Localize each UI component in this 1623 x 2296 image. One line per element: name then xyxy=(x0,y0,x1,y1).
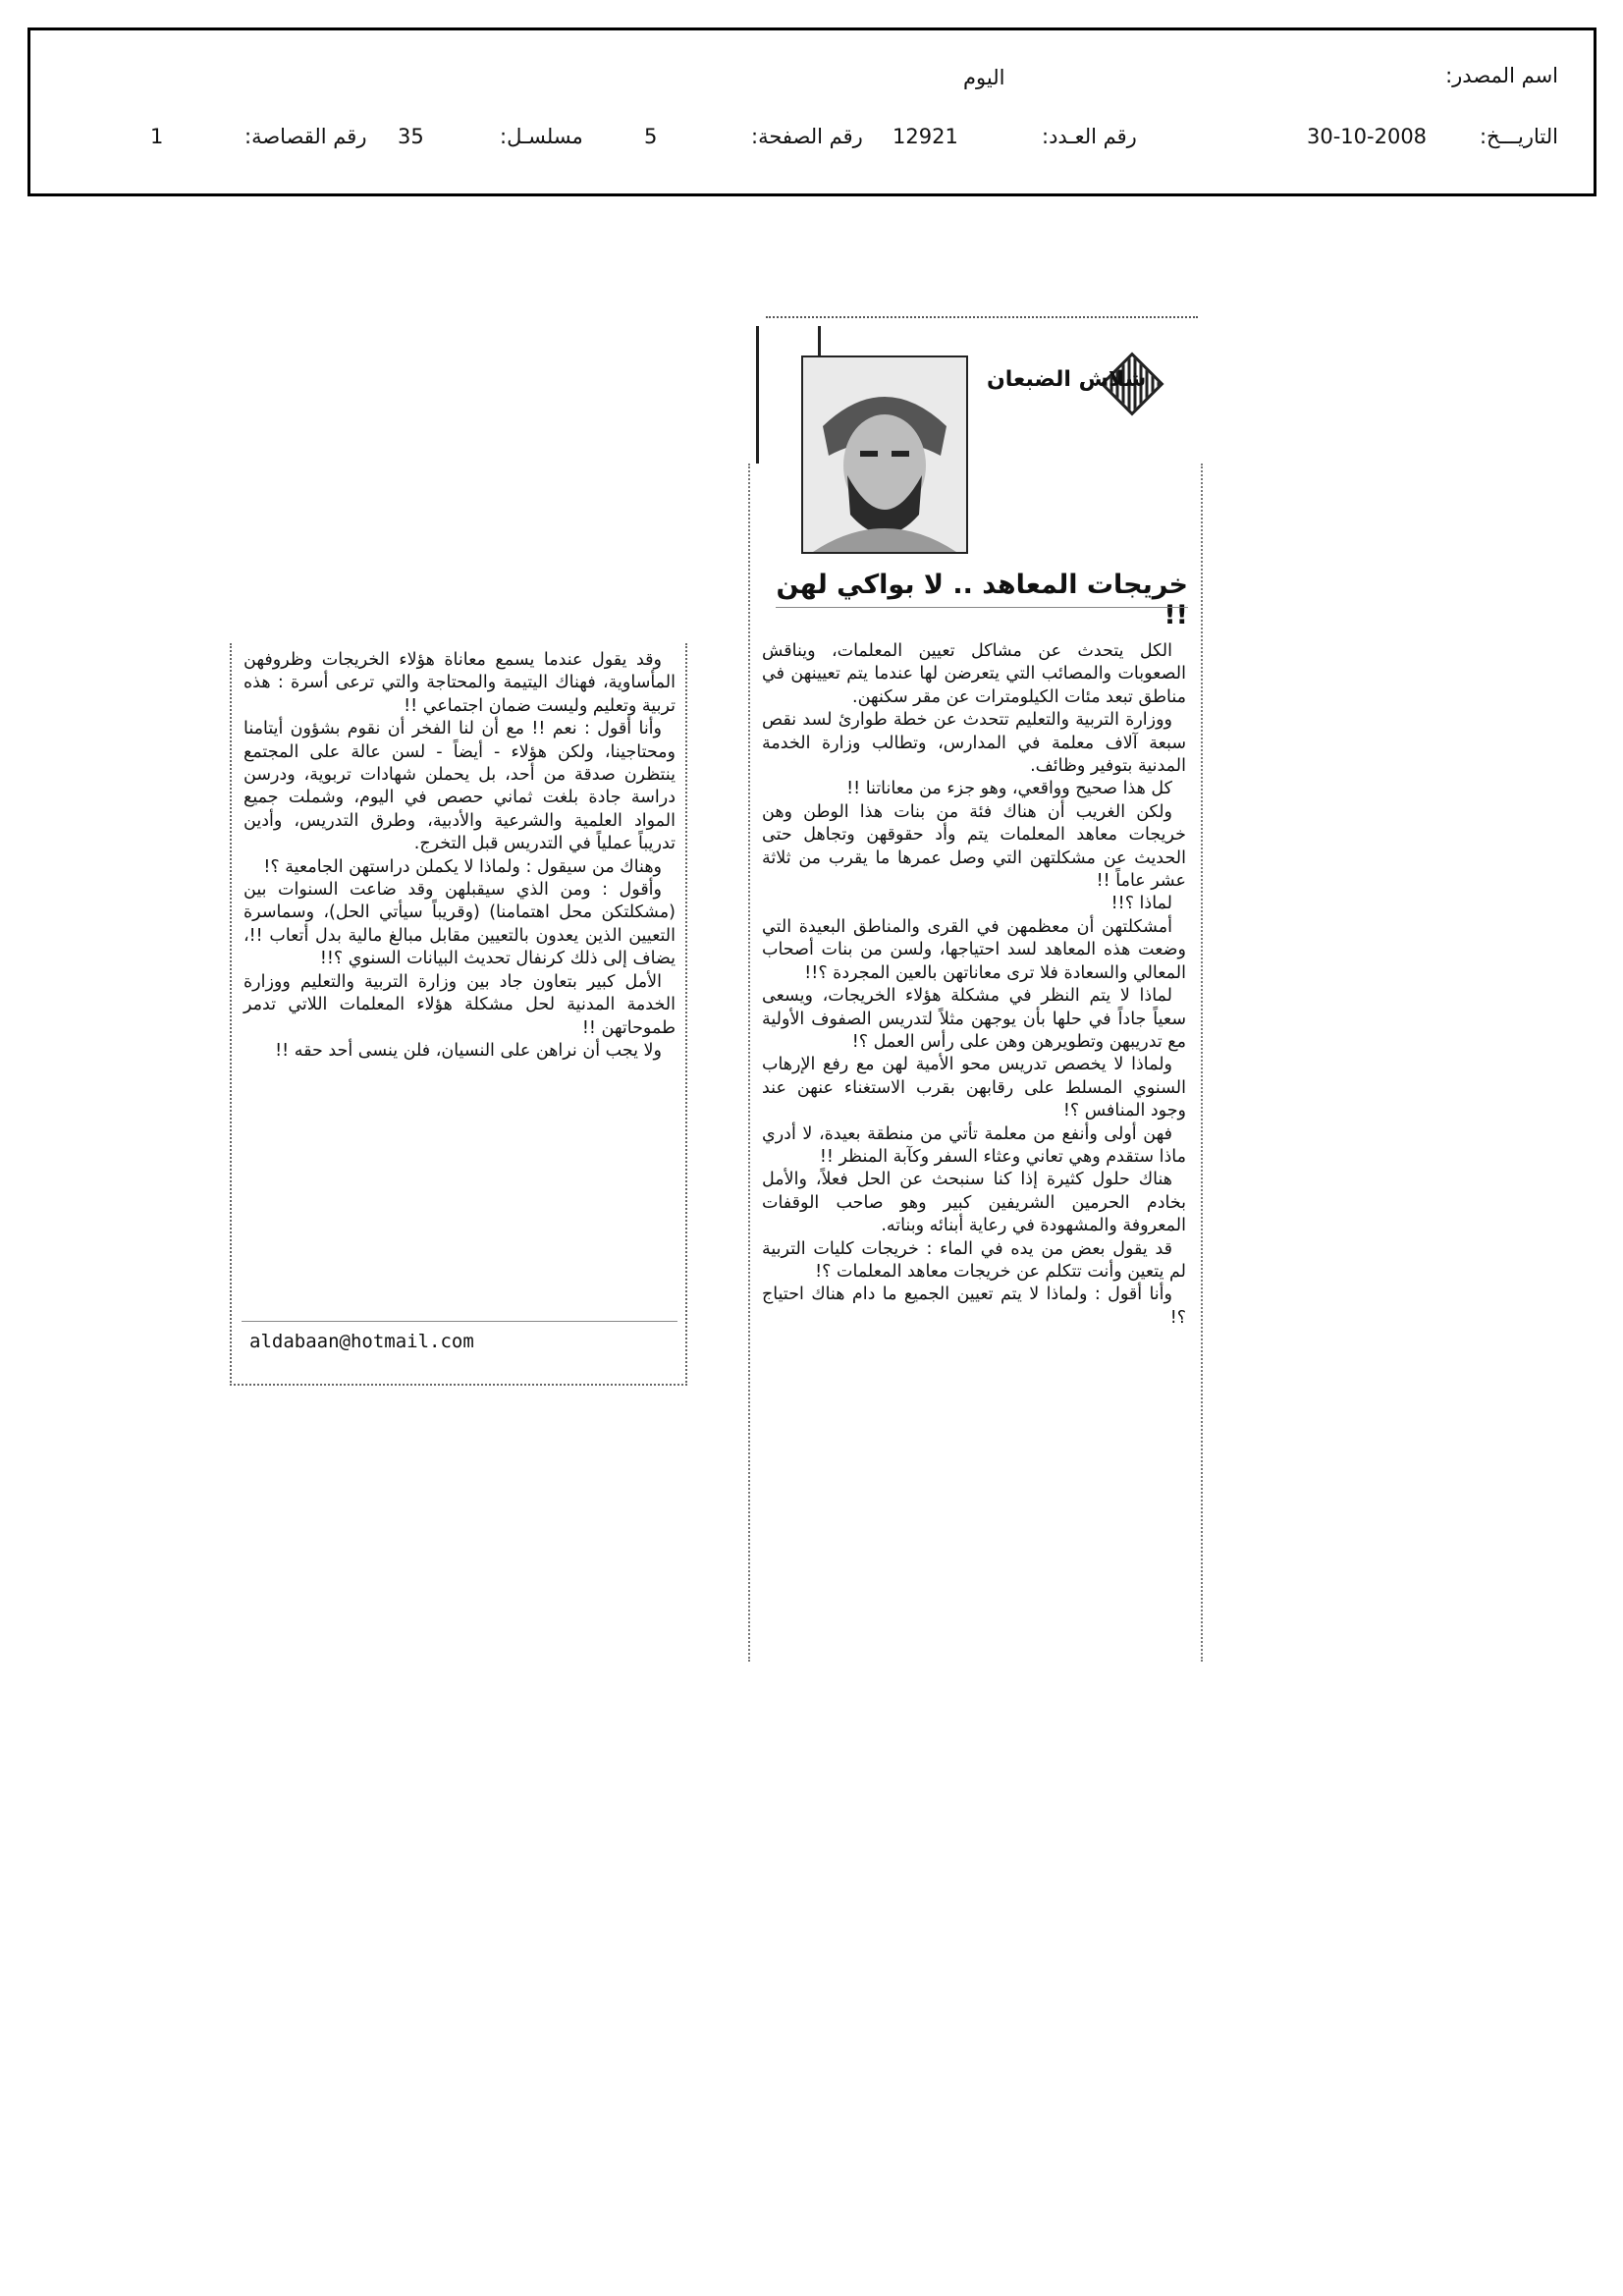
serial-value: 35 xyxy=(398,125,424,148)
paragraph: فهن أولى وأنفع من معلمة تأتي من منطقة بعيدة، لا أدري ماذا ستقدم وهي تعاني وعثاء السفر وكآبة المنظر !! xyxy=(762,1123,1186,1167)
paragraph: ووزارة التربية والتعليم تتحدث عن خطة طوارئ لسد نقص سبعة آلاف معلمة في المدارس، وتطالب وزارة الخدمة المدنية بتوفير وظائف. xyxy=(762,710,1186,777)
paragraph: لماذا لا يتم النظر في مشكلة هؤلاء الخريجات، ويسعى سعياً جاداً في حلها بأن يوجهن مثلاً لتدريس الصفوف الأولية مع تدريبهن وتطويرهن وهن على رأس العمل ؟! xyxy=(762,986,1186,1052)
paragraph: أمشكلتهن أن معظمهن في القرى والمناطق البعيدة التي وضعت هذه المعاهد لسد احتياجها، ولسن من بنات أصحاب المعالي والسعادة فلا ترى معاناتهن بالعين المجردة ؟!! xyxy=(762,916,1186,983)
paragraph: وهناك من سيقول : ولماذا لا يكملن دراستهن الجامعية ؟! xyxy=(263,856,662,877)
title-divider xyxy=(776,607,1188,610)
issue-label: رقم العـدد: xyxy=(1042,125,1137,148)
paragraph: قد يقول بعض من يده في الماء : خريجات كليات التربية لم يتعين وأنت تتكلم عن خريجات معاهد المعلمات ؟! xyxy=(762,1238,1186,1282)
column-rule-left xyxy=(1201,464,1205,1662)
paragraph: لماذا ؟!! xyxy=(1110,894,1172,914)
clipping-label: رقم القصاصة: xyxy=(244,125,367,148)
author-name: شلاش الضبعان xyxy=(987,367,1147,392)
paragraph: ولا يجب أن نراهن على النسيان، فلن ينسى أحد حقه !! xyxy=(275,1040,662,1061)
issue-value: 12921 xyxy=(893,125,958,148)
article-title: خريجات المعاهد .. لا بواكي لهن !! xyxy=(776,570,1188,630)
paragraph: وأقول : ومن الذي سيقبلهن وقد ضاعت السنوات بين (مشكلتكن محل اهتمامنا) (وقريباً سيأتي الحل)، وسماسرة التعيين الذين يعدون بالتعيين مقابل مبالغ مالية بدل أتعاب !!، يضاف إلى ذلك كرنفال تحديث البيانات السنوي ؟!! xyxy=(243,880,676,969)
date-label: التاريـــخ: xyxy=(1479,125,1558,148)
article-clipping-left xyxy=(230,643,687,1386)
date-value: 30-10-2008 xyxy=(1307,125,1428,148)
paragraph: ولكن الغريب أن هناك فئة من بنات هذا الوطن وهن خريجات معاهد المعلمات يتم وأد حقوقهن وتجاهل حتى الحديث عن مشكلتهن التي وصل عمرها ما يقرب من ثلاثة عشر عاماً !! xyxy=(762,801,1186,892)
column-rule-right xyxy=(748,464,752,1662)
paragraph: الأمل كبير بتعاون جاد بين وزارة التربية والتعليم ووزارة الخدمة المدنية لحل مشكلة هؤلاء المعلمات اللاتي تدمر طموحاتهن !! xyxy=(243,971,676,1038)
paragraph: وقد يقول عندما يسمع معاناة هؤلاء الخريجات وظروفهن المأساوية، فهناك اليتيمة والمحتاجة والتي ترعى أسرة : هذه تربية وتعليم وليست ضمان اجتماعي !! xyxy=(243,650,676,716)
article-body-right xyxy=(762,640,1186,1330)
paragraph: وأنا أقول : ولماذا لا يتم تعيين الجميع ما دام هناك احتياج ؟! xyxy=(762,1285,1186,1328)
paragraph: هناك حلول كثيرة إذا كنا سنبحث عن الحل فعلاً، والأمل بخادم الحرمين الشريفين كبير وهو صاحب الوقفات المعروفة والمشهودة في رعاية أبنائه وبناته. xyxy=(762,1170,1186,1236)
author-photo xyxy=(801,355,968,554)
paragraph: ولماذا لا يخصص تدريس محو الأمية لهن مع رفع الإرهاب السنوي المسلط على رقابهن بقرب الاستغناء عنهن عند وجود المنافس ؟! xyxy=(762,1055,1186,1121)
paragraph: وأنا أقول : نعم !! مع أن لنا الفخر أن نقوم بشؤون أيتامنا ومحتاجينا، ولكن هؤلاء - أيضاً - لسن عالة على المجتمع ينتظرن صدقة من أحد، بل يحملن شهادات تربوية، ودرسن دراسة جادة بلغت ثماني حصص في اليوم، وشملت جميع المواد العلمية والشرعية والأدبية، وطرق التدريس، وأدين تدريباً عملياً في التدريس قبل التخرج. xyxy=(243,719,676,854)
source-value: اليوم xyxy=(963,66,1005,89)
author-portrait-icon xyxy=(803,357,966,552)
author-email: aldabaan@hotmail.com xyxy=(249,1331,474,1352)
article-body-left xyxy=(243,649,676,1063)
paragraph: الكل يتحدث عن مشاكل تعيين المعلمات، ويناقش الصعوبات والمصائب التي يتعرضن لها عندما يتم تعيينهن في مناطق تبعد مئات الكيلومترات عن مقر سكنهن. xyxy=(762,641,1186,707)
source-label: اسم المصدر: xyxy=(1445,64,1558,87)
page-label: رقم الصفحة: xyxy=(751,125,863,148)
paragraph: كل هذا صحيح وواقعي، وهو جزء من معاناتنا !! xyxy=(846,779,1172,799)
article-clipping-right xyxy=(746,316,1204,1662)
page-value: 5 xyxy=(644,125,658,148)
clipping-value: 1 xyxy=(150,125,164,148)
email-divider xyxy=(242,1321,677,1322)
serial-label: مسلسـل: xyxy=(500,125,583,148)
header-box xyxy=(27,27,1596,196)
